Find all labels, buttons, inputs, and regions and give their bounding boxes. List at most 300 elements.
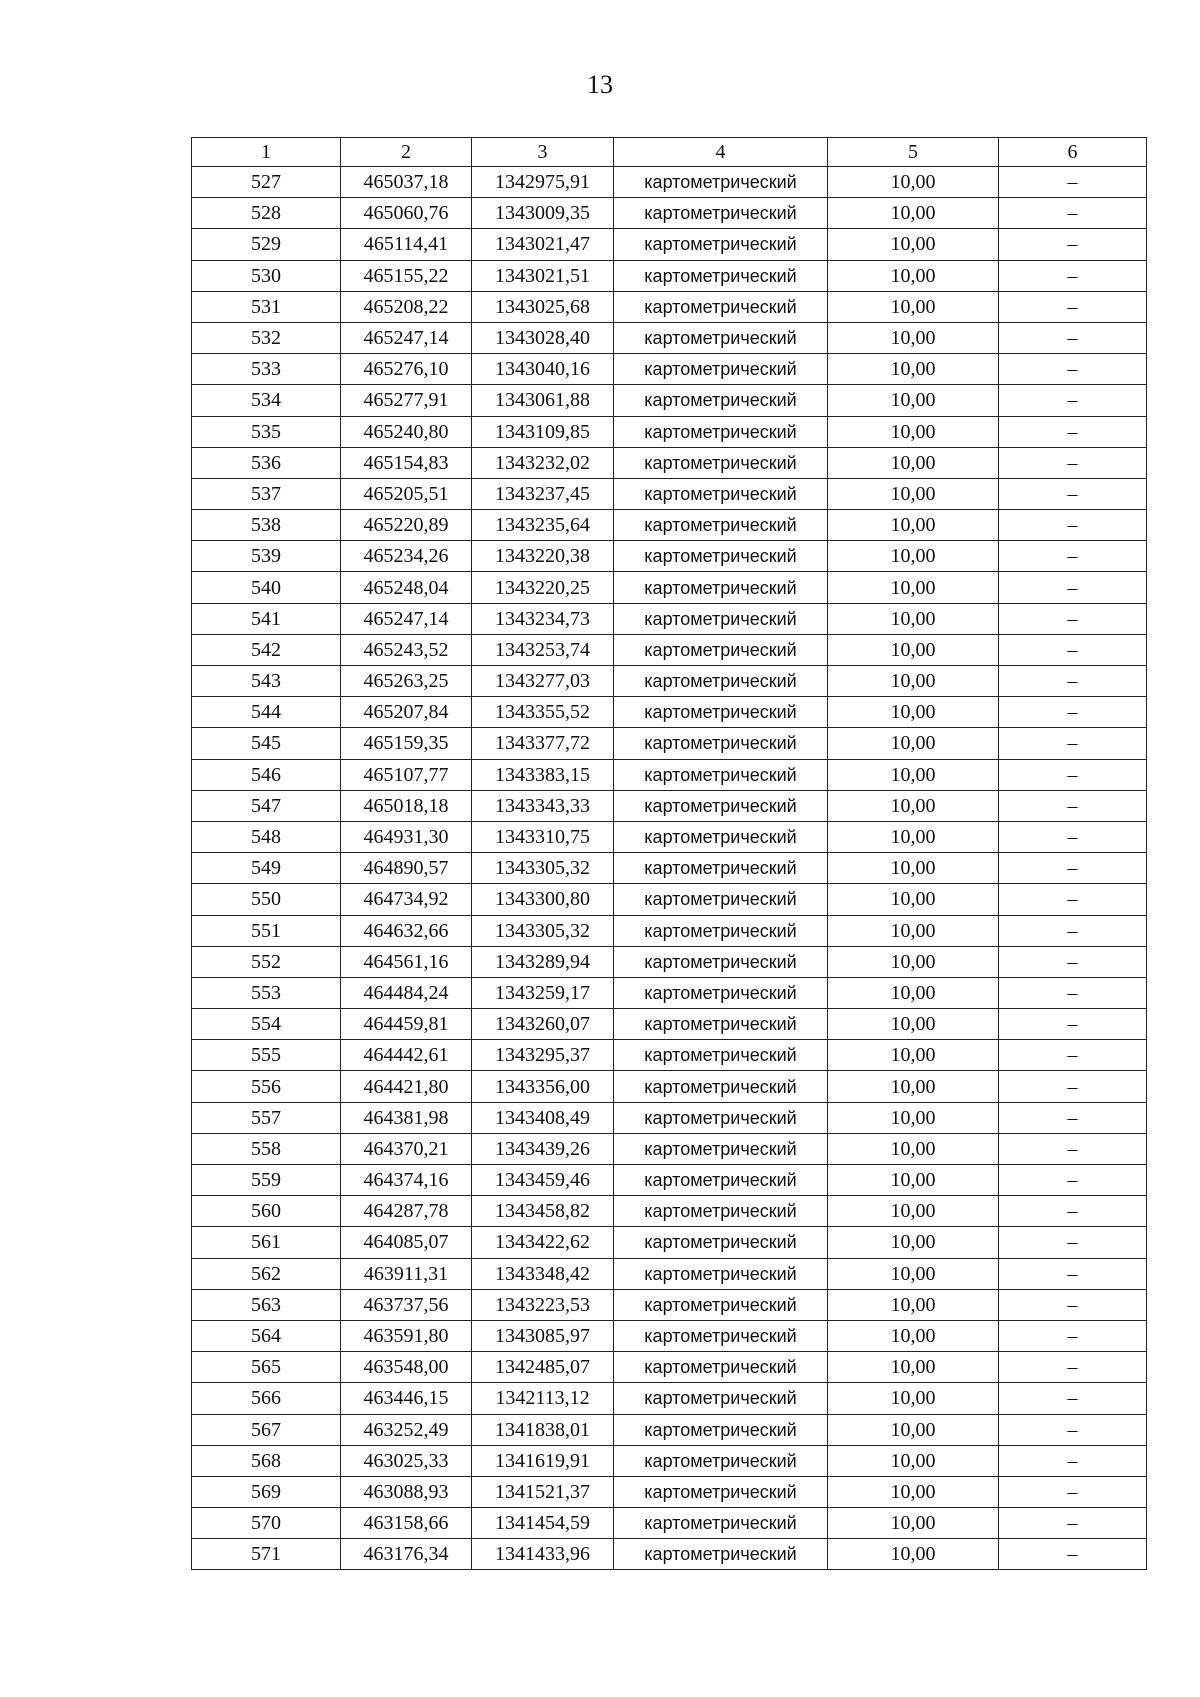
table-row bbox=[192, 728, 1147, 759]
point-number-cell: 555 bbox=[192, 1040, 341, 1071]
method-cell: картометрический bbox=[614, 260, 828, 291]
point-number-cell: 560 bbox=[192, 1196, 341, 1227]
method-cell: картометрический bbox=[614, 790, 828, 821]
y-coordinate-cell: 1343459,46 bbox=[472, 1165, 614, 1196]
x-coordinate-cell: 465114,41 bbox=[341, 229, 472, 260]
table-row bbox=[192, 1414, 1147, 1445]
method-cell: картометрический bbox=[614, 1352, 828, 1383]
accuracy-cell: 10,00 bbox=[828, 1258, 999, 1289]
x-coordinate-cell: 464459,81 bbox=[341, 1009, 472, 1040]
x-coordinate-cell: 464374,16 bbox=[341, 1165, 472, 1196]
y-coordinate-cell: 1343458,82 bbox=[472, 1196, 614, 1227]
accuracy-cell: 10,00 bbox=[828, 821, 999, 852]
x-coordinate-cell: 463911,31 bbox=[341, 1258, 472, 1289]
y-coordinate-cell: 1341454,59 bbox=[472, 1508, 614, 1539]
table-row bbox=[192, 821, 1147, 852]
point-number-cell: 559 bbox=[192, 1165, 341, 1196]
x-coordinate-cell: 465207,84 bbox=[341, 697, 472, 728]
y-coordinate-cell: 1343237,45 bbox=[472, 478, 614, 509]
point-number-cell: 544 bbox=[192, 697, 341, 728]
y-coordinate-cell: 1343223,53 bbox=[472, 1289, 614, 1320]
method-cell: картометрический bbox=[614, 1227, 828, 1258]
point-number-cell: 569 bbox=[192, 1476, 341, 1507]
method-cell: картометрический bbox=[614, 1414, 828, 1445]
x-coordinate-cell: 465107,77 bbox=[341, 759, 472, 790]
method-cell: картометрический bbox=[614, 728, 828, 759]
y-coordinate-cell: 1343085,97 bbox=[472, 1320, 614, 1351]
accuracy-cell: 10,00 bbox=[828, 1009, 999, 1040]
point-number-cell: 536 bbox=[192, 447, 341, 478]
note-cell: – bbox=[999, 728, 1147, 759]
table-row bbox=[192, 385, 1147, 416]
method-cell: картометрический bbox=[614, 1009, 828, 1040]
note-cell: – bbox=[999, 510, 1147, 541]
x-coordinate-cell: 465248,04 bbox=[341, 572, 472, 603]
x-coordinate-cell: 465154,83 bbox=[341, 447, 472, 478]
note-cell: – bbox=[999, 884, 1147, 915]
method-cell: картометрический bbox=[614, 1383, 828, 1414]
x-coordinate-cell: 465247,14 bbox=[341, 603, 472, 634]
note-cell: – bbox=[999, 790, 1147, 821]
method-cell: картометрический bbox=[614, 1476, 828, 1507]
x-coordinate-cell: 464561,16 bbox=[341, 946, 472, 977]
table-row bbox=[192, 1133, 1147, 1164]
note-cell: – bbox=[999, 291, 1147, 322]
method-cell: картометрический bbox=[614, 1071, 828, 1102]
x-coordinate-cell: 465243,52 bbox=[341, 634, 472, 665]
note-cell: – bbox=[999, 478, 1147, 509]
y-coordinate-cell: 1343300,80 bbox=[472, 884, 614, 915]
note-cell: – bbox=[999, 1383, 1147, 1414]
method-cell: картометрический bbox=[614, 1165, 828, 1196]
table-row bbox=[192, 447, 1147, 478]
page-number: 13 bbox=[587, 70, 613, 99]
note-cell: – bbox=[999, 1320, 1147, 1351]
note-cell: – bbox=[999, 447, 1147, 478]
note-cell: – bbox=[999, 1133, 1147, 1164]
x-coordinate-cell: 465205,51 bbox=[341, 478, 472, 509]
method-cell: картометрический bbox=[614, 884, 828, 915]
x-coordinate-cell: 465234,26 bbox=[341, 541, 472, 572]
x-coordinate-cell: 464085,07 bbox=[341, 1227, 472, 1258]
accuracy-cell: 10,00 bbox=[828, 1414, 999, 1445]
x-coordinate-cell: 464370,21 bbox=[341, 1133, 472, 1164]
point-number-cell: 561 bbox=[192, 1227, 341, 1258]
table-row bbox=[192, 666, 1147, 697]
x-coordinate-cell: 464890,57 bbox=[341, 853, 472, 884]
method-cell: картометрический bbox=[614, 634, 828, 665]
table-row bbox=[192, 260, 1147, 291]
y-coordinate-cell: 1341433,96 bbox=[472, 1539, 614, 1570]
x-coordinate-cell: 465159,35 bbox=[341, 728, 472, 759]
point-number-cell: 534 bbox=[192, 385, 341, 416]
accuracy-cell: 10,00 bbox=[828, 634, 999, 665]
note-cell: – bbox=[999, 1476, 1147, 1507]
point-number-cell: 529 bbox=[192, 229, 341, 260]
table-row bbox=[192, 1009, 1147, 1040]
note-cell: – bbox=[999, 322, 1147, 353]
note-cell: – bbox=[999, 1414, 1147, 1445]
y-coordinate-cell: 1343348,42 bbox=[472, 1258, 614, 1289]
method-cell: картометрический bbox=[614, 853, 828, 884]
accuracy-cell: 10,00 bbox=[828, 354, 999, 385]
point-number-cell: 563 bbox=[192, 1289, 341, 1320]
x-coordinate-cell: 463252,49 bbox=[341, 1414, 472, 1445]
table-row bbox=[192, 354, 1147, 385]
table-row bbox=[192, 853, 1147, 884]
note-cell: – bbox=[999, 977, 1147, 1008]
point-number-cell: 547 bbox=[192, 790, 341, 821]
column-header: 5 bbox=[828, 138, 999, 167]
table-row bbox=[192, 1476, 1147, 1507]
method-cell: картометрический bbox=[614, 1258, 828, 1289]
x-coordinate-cell: 463446,15 bbox=[341, 1383, 472, 1414]
accuracy-cell: 10,00 bbox=[828, 510, 999, 541]
table-row bbox=[192, 1445, 1147, 1476]
note-cell: – bbox=[999, 1165, 1147, 1196]
table-row bbox=[192, 1071, 1147, 1102]
accuracy-cell: 10,00 bbox=[828, 1196, 999, 1227]
note-cell: – bbox=[999, 229, 1147, 260]
method-cell: картометрический bbox=[614, 478, 828, 509]
point-number-cell: 568 bbox=[192, 1445, 341, 1476]
table-row bbox=[192, 322, 1147, 353]
accuracy-cell: 10,00 bbox=[828, 541, 999, 572]
method-cell: картометрический bbox=[614, 198, 828, 229]
method-cell: картометрический bbox=[614, 603, 828, 634]
point-number-cell: 566 bbox=[192, 1383, 341, 1414]
method-cell: картометрический bbox=[614, 1040, 828, 1071]
accuracy-cell: 10,00 bbox=[828, 946, 999, 977]
note-cell: – bbox=[999, 1071, 1147, 1102]
point-number-cell: 552 bbox=[192, 946, 341, 977]
accuracy-cell: 10,00 bbox=[828, 1383, 999, 1414]
point-number-cell: 553 bbox=[192, 977, 341, 1008]
y-coordinate-cell: 1343109,85 bbox=[472, 416, 614, 447]
y-coordinate-cell: 1343305,32 bbox=[472, 915, 614, 946]
note-cell: – bbox=[999, 260, 1147, 291]
accuracy-cell: 10,00 bbox=[828, 790, 999, 821]
x-coordinate-cell: 463737,56 bbox=[341, 1289, 472, 1320]
point-number-cell: 546 bbox=[192, 759, 341, 790]
table-row bbox=[192, 478, 1147, 509]
x-coordinate-cell: 465037,18 bbox=[341, 167, 472, 198]
y-coordinate-cell: 1343040,16 bbox=[472, 354, 614, 385]
method-cell: картометрический bbox=[614, 1196, 828, 1227]
accuracy-cell: 10,00 bbox=[828, 1539, 999, 1570]
y-coordinate-cell: 1343021,47 bbox=[472, 229, 614, 260]
x-coordinate-cell: 465220,89 bbox=[341, 510, 472, 541]
x-coordinate-cell: 464931,30 bbox=[341, 821, 472, 852]
table-row bbox=[192, 167, 1147, 198]
x-coordinate-cell: 465155,22 bbox=[341, 260, 472, 291]
point-number-cell: 542 bbox=[192, 634, 341, 665]
y-coordinate-cell: 1343383,15 bbox=[472, 759, 614, 790]
point-number-cell: 535 bbox=[192, 416, 341, 447]
note-cell: – bbox=[999, 1102, 1147, 1133]
accuracy-cell: 10,00 bbox=[828, 416, 999, 447]
point-number-cell: 567 bbox=[192, 1414, 341, 1445]
y-coordinate-cell: 1343343,33 bbox=[472, 790, 614, 821]
table-row bbox=[192, 634, 1147, 665]
method-cell: картометрический bbox=[614, 946, 828, 977]
y-coordinate-cell: 1343253,74 bbox=[472, 634, 614, 665]
table-row bbox=[192, 915, 1147, 946]
y-coordinate-cell: 1343260,07 bbox=[472, 1009, 614, 1040]
note-cell: – bbox=[999, 541, 1147, 572]
accuracy-cell: 10,00 bbox=[828, 447, 999, 478]
note-cell: – bbox=[999, 1352, 1147, 1383]
point-number-cell: 554 bbox=[192, 1009, 341, 1040]
x-coordinate-cell: 463088,93 bbox=[341, 1476, 472, 1507]
x-coordinate-cell: 464421,80 bbox=[341, 1071, 472, 1102]
note-cell: – bbox=[999, 1445, 1147, 1476]
point-number-cell: 532 bbox=[192, 322, 341, 353]
method-cell: картометрический bbox=[614, 1445, 828, 1476]
table-row bbox=[192, 1352, 1147, 1383]
note-cell: – bbox=[999, 821, 1147, 852]
table-row bbox=[192, 1102, 1147, 1133]
accuracy-cell: 10,00 bbox=[828, 291, 999, 322]
method-cell: картометрический bbox=[614, 322, 828, 353]
point-number-cell: 551 bbox=[192, 915, 341, 946]
y-coordinate-cell: 1343234,73 bbox=[472, 603, 614, 634]
x-coordinate-cell: 465263,25 bbox=[341, 666, 472, 697]
point-number-cell: 541 bbox=[192, 603, 341, 634]
point-number-cell: 543 bbox=[192, 666, 341, 697]
accuracy-cell: 10,00 bbox=[828, 666, 999, 697]
table-header-row bbox=[192, 138, 1147, 167]
accuracy-cell: 10,00 bbox=[828, 229, 999, 260]
method-cell: картометрический bbox=[614, 1102, 828, 1133]
accuracy-cell: 10,00 bbox=[828, 1102, 999, 1133]
note-cell: – bbox=[999, 666, 1147, 697]
method-cell: картометрический bbox=[614, 1133, 828, 1164]
method-cell: картометрический bbox=[614, 666, 828, 697]
table-row bbox=[192, 697, 1147, 728]
point-number-cell: 537 bbox=[192, 478, 341, 509]
y-coordinate-cell: 1341521,37 bbox=[472, 1476, 614, 1507]
point-number-cell: 533 bbox=[192, 354, 341, 385]
y-coordinate-cell: 1343021,51 bbox=[472, 260, 614, 291]
y-coordinate-cell: 1343028,40 bbox=[472, 322, 614, 353]
point-number-cell: 548 bbox=[192, 821, 341, 852]
y-coordinate-cell: 1343289,94 bbox=[472, 946, 614, 977]
accuracy-cell: 10,00 bbox=[828, 385, 999, 416]
x-coordinate-cell: 464442,61 bbox=[341, 1040, 472, 1071]
table-row bbox=[192, 416, 1147, 447]
accuracy-cell: 10,00 bbox=[828, 1445, 999, 1476]
y-coordinate-cell: 1342485,07 bbox=[472, 1352, 614, 1383]
method-cell: картометрический bbox=[614, 541, 828, 572]
table-row bbox=[192, 603, 1147, 634]
method-cell: картометрический bbox=[614, 759, 828, 790]
accuracy-cell: 10,00 bbox=[828, 1133, 999, 1164]
table-row bbox=[192, 1258, 1147, 1289]
y-coordinate-cell: 1343061,88 bbox=[472, 385, 614, 416]
table-row bbox=[192, 1040, 1147, 1071]
x-coordinate-cell: 463176,34 bbox=[341, 1539, 472, 1570]
point-number-cell: 530 bbox=[192, 260, 341, 291]
table-row bbox=[192, 572, 1147, 603]
note-cell: – bbox=[999, 1289, 1147, 1320]
note-cell: – bbox=[999, 759, 1147, 790]
x-coordinate-cell: 464632,66 bbox=[341, 915, 472, 946]
y-coordinate-cell: 1343277,03 bbox=[472, 666, 614, 697]
y-coordinate-cell: 1343220,25 bbox=[472, 572, 614, 603]
accuracy-cell: 10,00 bbox=[828, 260, 999, 291]
y-coordinate-cell: 1343377,72 bbox=[472, 728, 614, 759]
note-cell: – bbox=[999, 915, 1147, 946]
table-row bbox=[192, 510, 1147, 541]
accuracy-cell: 10,00 bbox=[828, 572, 999, 603]
point-number-cell: 539 bbox=[192, 541, 341, 572]
x-coordinate-cell: 465277,91 bbox=[341, 385, 472, 416]
y-coordinate-cell: 1343009,35 bbox=[472, 198, 614, 229]
table-row bbox=[192, 790, 1147, 821]
accuracy-cell: 10,00 bbox=[828, 198, 999, 229]
point-number-cell: 564 bbox=[192, 1320, 341, 1351]
y-coordinate-cell: 1342975,91 bbox=[472, 167, 614, 198]
x-coordinate-cell: 465060,76 bbox=[341, 198, 472, 229]
accuracy-cell: 10,00 bbox=[828, 697, 999, 728]
method-cell: картометрический bbox=[614, 229, 828, 260]
table-row bbox=[192, 977, 1147, 1008]
method-cell: картометрический bbox=[614, 1289, 828, 1320]
method-cell: картометрический bbox=[614, 510, 828, 541]
accuracy-cell: 10,00 bbox=[828, 1071, 999, 1102]
table-row bbox=[192, 1165, 1147, 1196]
x-coordinate-cell: 465208,22 bbox=[341, 291, 472, 322]
note-cell: – bbox=[999, 1258, 1147, 1289]
x-coordinate-cell: 463158,66 bbox=[341, 1508, 472, 1539]
accuracy-cell: 10,00 bbox=[828, 728, 999, 759]
x-coordinate-cell: 465276,10 bbox=[341, 354, 472, 385]
accuracy-cell: 10,00 bbox=[828, 853, 999, 884]
note-cell: – bbox=[999, 603, 1147, 634]
y-coordinate-cell: 1343295,37 bbox=[472, 1040, 614, 1071]
y-coordinate-cell: 1343220,38 bbox=[472, 541, 614, 572]
note-cell: – bbox=[999, 354, 1147, 385]
accuracy-cell: 10,00 bbox=[828, 1320, 999, 1351]
column-header: 6 bbox=[999, 138, 1147, 167]
method-cell: картометрический bbox=[614, 1539, 828, 1570]
table-row bbox=[192, 884, 1147, 915]
y-coordinate-cell: 1343025,68 bbox=[472, 291, 614, 322]
y-coordinate-cell: 1343305,32 bbox=[472, 853, 614, 884]
y-coordinate-cell: 1343439,26 bbox=[472, 1133, 614, 1164]
note-cell: – bbox=[999, 572, 1147, 603]
note-cell: – bbox=[999, 167, 1147, 198]
x-coordinate-cell: 463025,33 bbox=[341, 1445, 472, 1476]
accuracy-cell: 10,00 bbox=[828, 1165, 999, 1196]
x-coordinate-cell: 465018,18 bbox=[341, 790, 472, 821]
method-cell: картометрический bbox=[614, 915, 828, 946]
accuracy-cell: 10,00 bbox=[828, 1508, 999, 1539]
table-row bbox=[192, 1289, 1147, 1320]
point-number-cell: 550 bbox=[192, 884, 341, 915]
y-coordinate-cell: 1343422,62 bbox=[472, 1227, 614, 1258]
method-cell: картометрический bbox=[614, 1508, 828, 1539]
y-coordinate-cell: 1341619,91 bbox=[472, 1445, 614, 1476]
table-row bbox=[192, 541, 1147, 572]
x-coordinate-cell: 463591,80 bbox=[341, 1320, 472, 1351]
accuracy-cell: 10,00 bbox=[828, 1040, 999, 1071]
note-cell: – bbox=[999, 1539, 1147, 1570]
accuracy-cell: 10,00 bbox=[828, 322, 999, 353]
x-coordinate-cell: 464484,24 bbox=[341, 977, 472, 1008]
table-row bbox=[192, 1539, 1147, 1570]
point-number-cell: 571 bbox=[192, 1539, 341, 1570]
point-number-cell: 562 bbox=[192, 1258, 341, 1289]
method-cell: картометрический bbox=[614, 291, 828, 322]
point-number-cell: 558 bbox=[192, 1133, 341, 1164]
y-coordinate-cell: 1343259,17 bbox=[472, 977, 614, 1008]
y-coordinate-cell: 1343408,49 bbox=[472, 1102, 614, 1133]
point-number-cell: 545 bbox=[192, 728, 341, 759]
point-number-cell: 527 bbox=[192, 167, 341, 198]
point-number-cell: 538 bbox=[192, 510, 341, 541]
method-cell: картометрический bbox=[614, 416, 828, 447]
column-header: 1 bbox=[192, 138, 341, 167]
y-coordinate-cell: 1343356,00 bbox=[472, 1071, 614, 1102]
table-row bbox=[192, 1508, 1147, 1539]
point-number-cell: 531 bbox=[192, 291, 341, 322]
note-cell: – bbox=[999, 697, 1147, 728]
accuracy-cell: 10,00 bbox=[828, 603, 999, 634]
method-cell: картометрический bbox=[614, 1320, 828, 1351]
point-number-cell: 557 bbox=[192, 1102, 341, 1133]
x-coordinate-cell: 463548,00 bbox=[341, 1352, 472, 1383]
table-row bbox=[192, 198, 1147, 229]
x-coordinate-cell: 464287,78 bbox=[341, 1196, 472, 1227]
note-cell: – bbox=[999, 1508, 1147, 1539]
method-cell: картометрический bbox=[614, 167, 828, 198]
accuracy-cell: 10,00 bbox=[828, 1352, 999, 1383]
table-row bbox=[192, 1196, 1147, 1227]
x-coordinate-cell: 465240,80 bbox=[341, 416, 472, 447]
accuracy-cell: 10,00 bbox=[828, 167, 999, 198]
method-cell: картометрический bbox=[614, 821, 828, 852]
point-number-cell: 556 bbox=[192, 1071, 341, 1102]
accuracy-cell: 10,00 bbox=[828, 915, 999, 946]
coordinates-table bbox=[191, 137, 1147, 1570]
accuracy-cell: 10,00 bbox=[828, 1289, 999, 1320]
method-cell: картометрический bbox=[614, 697, 828, 728]
point-number-cell: 565 bbox=[192, 1352, 341, 1383]
table-body bbox=[192, 167, 1147, 1570]
note-cell: – bbox=[999, 1009, 1147, 1040]
method-cell: картометрический bbox=[614, 354, 828, 385]
table-row bbox=[192, 291, 1147, 322]
point-number-cell: 570 bbox=[192, 1508, 341, 1539]
y-coordinate-cell: 1343232,02 bbox=[472, 447, 614, 478]
x-coordinate-cell: 465247,14 bbox=[341, 322, 472, 353]
table-row bbox=[192, 946, 1147, 977]
note-cell: – bbox=[999, 198, 1147, 229]
accuracy-cell: 10,00 bbox=[828, 1476, 999, 1507]
y-coordinate-cell: 1343355,52 bbox=[472, 697, 614, 728]
note-cell: – bbox=[999, 946, 1147, 977]
column-header: 3 bbox=[472, 138, 614, 167]
accuracy-cell: 10,00 bbox=[828, 1227, 999, 1258]
point-number-cell: 528 bbox=[192, 198, 341, 229]
x-coordinate-cell: 464734,92 bbox=[341, 884, 472, 915]
accuracy-cell: 10,00 bbox=[828, 977, 999, 1008]
table-row bbox=[192, 759, 1147, 790]
table-row bbox=[192, 229, 1147, 260]
x-coordinate-cell: 464381,98 bbox=[341, 1102, 472, 1133]
